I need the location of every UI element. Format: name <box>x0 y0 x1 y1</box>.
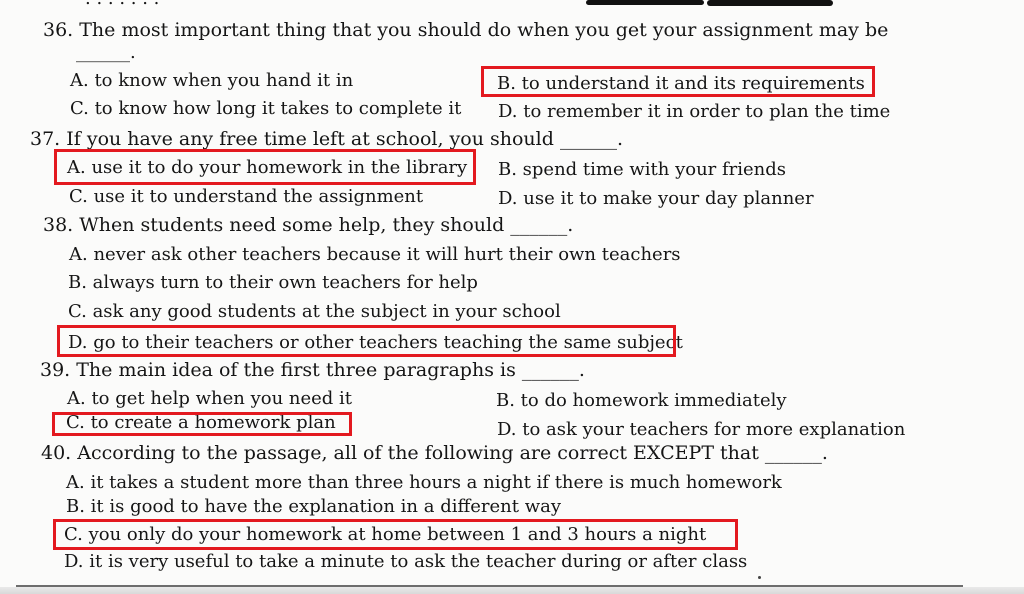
question-38-option-d: D. go to their teachers or other teachers teaching the same subject <box>68 332 683 353</box>
question-39-answer-highlight <box>52 412 352 436</box>
top-black-mark-1 <box>586 0 704 5</box>
question-36-option-a: A. to know when you hand it in <box>70 70 354 91</box>
scan-speck <box>758 576 761 579</box>
question-39-option-a: A. to get help when you need it <box>67 388 353 409</box>
question-37-answer-highlight <box>54 149 476 185</box>
question-40-answer-highlight <box>53 519 738 550</box>
question-37-option-c: C. use it to understand the assignment <box>69 186 424 207</box>
question-40-option-b: B. it is good to have the explanation in a different way <box>66 496 562 517</box>
question-36-answer-highlight <box>481 66 875 97</box>
question-39-option-b: B. to do homework immediately <box>496 390 787 411</box>
question-37-option-a: A. use it to do your homework in the library <box>67 157 468 178</box>
top-cropped-text <box>85 0 159 8</box>
question-40: 40. According to the passage, all of the following are correct EXCEPT that ______. <box>41 442 828 464</box>
question-38-answer-highlight <box>57 325 676 357</box>
question-38-option-a: A. never ask other teachers because it will hurt their own teachers <box>69 244 681 265</box>
question-40-option-c: C. you only do your homework at home between 1 and 3 hours a night <box>64 524 707 545</box>
question-40-option-a: A. it takes a student more than three hours a night if there is much homework <box>66 472 782 493</box>
question-37: 37. If you have any free time left at school, you should ______. <box>30 128 623 150</box>
bottom-page-shadow <box>0 587 1024 594</box>
question-36-line-1: 36. The most important thing that you should do when you get your assignment may be <box>43 19 889 41</box>
question-37-option-b: B. spend time with your friends <box>498 159 787 180</box>
question-36-option-c: C. to know how long it takes to complete it <box>70 98 462 119</box>
question-36-option-d: D. to remember it in order to plan the time <box>498 101 891 122</box>
question-40-option-d: D. it is very useful to take a minute to ask the teacher during or after class <box>64 551 748 572</box>
question-37-option-d: D. use it to make your day planner <box>498 188 814 209</box>
question-38: 38. When students need some help, they should ______. <box>43 214 574 236</box>
top-black-mark-2 <box>707 0 833 6</box>
question-39: 39. The main idea of the first three paragraphs is ______. <box>40 359 585 381</box>
question-38-option-b: B. always turn to their own teachers for help <box>68 272 478 293</box>
question-36-option-b: B. to understand it and its requirements <box>497 73 865 94</box>
question-39-option-d: D. to ask your teachers for more explanation <box>497 419 906 440</box>
question-38-option-c: C. ask any good students at the subject in your school <box>68 301 561 322</box>
question-39-option-c: C. to create a homework plan <box>66 412 336 433</box>
question-36-blank: ______. <box>76 42 136 63</box>
